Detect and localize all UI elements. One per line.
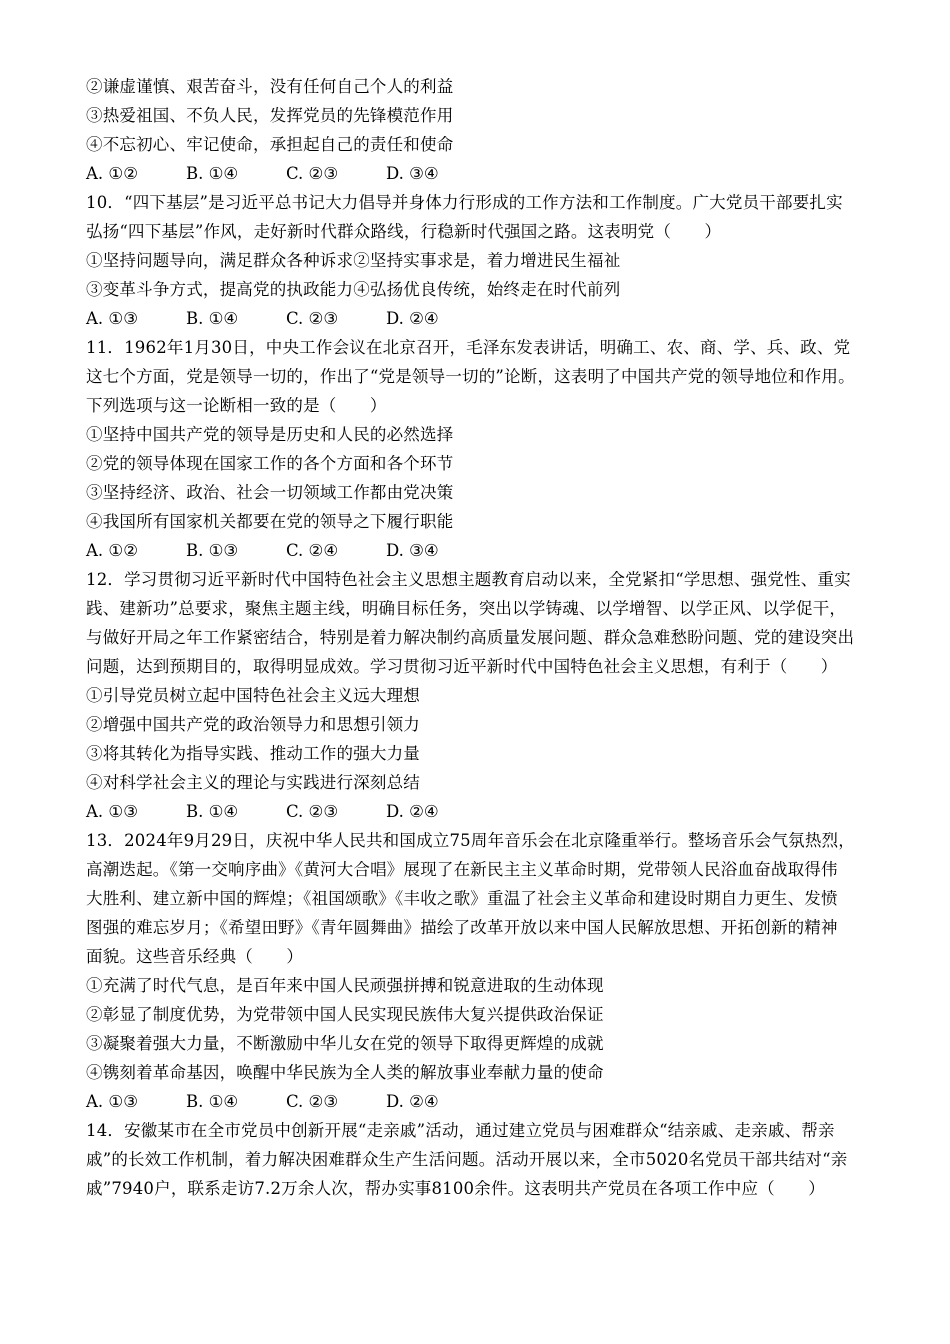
text-line: ④我国所有国家机关都要在党的领导之下履行职能: [86, 512, 454, 531]
answer-option: D. ③④: [386, 164, 439, 183]
answer-option: A. ①③: [86, 309, 138, 328]
answer-option: B. ①④: [186, 309, 239, 328]
text-line: 图强的难忘岁月；《希望田野》《青年圆舞曲》描绘了改革开放以来中国人民解放思想、开拓创新的精神: [86, 918, 838, 937]
answer-option: B. ①④: [186, 802, 239, 821]
answer-option: B. ①④: [186, 164, 239, 183]
text-line: 弘扬“四下基层”作风，走好新时代群众路线，行稳新时代强国之路。这表明党（ ）: [86, 222, 722, 241]
text-line: ②增强中国共产党的政治领导力和思想引领力: [86, 715, 420, 734]
answer-option: A. ①③: [86, 1092, 138, 1111]
text-line: ③热爱祖国、不负人民，发挥党员的先锋模范作用: [86, 106, 454, 125]
text-line: ②党的领导体现在国家工作的各个方面和各个环节: [86, 454, 454, 473]
text-line: 践、建新功”总要求，聚焦主题主线，明确目标任务，突出以学铸魂、以学增智、以学正风、以学促干，: [86, 599, 847, 618]
answer-option: C. ②④: [286, 541, 339, 560]
text-line: ③将其转化为指导实践、推动工作的强大力量: [86, 744, 420, 763]
answer-options: [86, 797, 876, 826]
answer-option: C. ②③: [286, 802, 339, 821]
text-line: ①充满了时代气息，是百年来中国人民顽强拼搏和锐意进取的生动体现: [86, 976, 604, 995]
text-line: ④对科学社会主义的理论与实践进行深刻总结: [86, 773, 420, 792]
text-line: 高潮迭起。《第一交响序曲》《黄河大合唱》展现了在新民主主义革命时期，党带领人民浴血奋战取得伟: [86, 860, 838, 879]
text-line: 13．2024年9月29日，庆祝中华人民共和国成立75周年音乐会在北京隆重举行。整场音乐会气氛热烈，: [86, 831, 855, 850]
text-line: ②彰显了制度优势，为党带领中国人民实现民族伟大复兴提供政治保证: [86, 1005, 604, 1024]
text-line: 14．安徽某市在全市党员中创新开展“走亲戚”活动，通过建立党员与困难群众“结亲戚、走亲戚、帮亲: [86, 1121, 835, 1140]
text-line: 12．学习贯彻习近平新时代中国特色社会主义思想主题教育启动以来，全党紧扣“学思想、强党性、重实: [86, 570, 851, 589]
text-line: ①坚持问题导向，满足群众各种诉求②坚持实事求是，着力增进民生福祉: [86, 251, 621, 270]
answer-options: [86, 1087, 876, 1116]
text-line: 大胜利、建立新中国的辉煌；《祖国颂歌》《丰收之歌》重温了社会主义革命和建设时期自力更生、发愤: [86, 889, 838, 908]
answer-option: A. ①②: [86, 541, 138, 560]
text-line: ④镌刻着革命基因，唤醒中华民族为全人类的解放事业奉献力量的使命: [86, 1063, 604, 1082]
text-line: ④不忘初心、牢记使命，承担起自己的责任和使命: [86, 135, 454, 154]
text-line: ③变革斗争方式，提高党的执政能力④弘扬优良传统，始终走在时代前列: [86, 280, 621, 299]
text-line: 问题，达到预期目的，取得明显成效。学习贯彻习近平新时代中国特色社会主义思想，有利于（ ）: [86, 657, 838, 676]
text-line: 这七个方面，党是领导一切的，作出了“党是领导一切的”论断，这表明了中国共产党的领导地位和作用。: [86, 367, 855, 386]
answer-options: [86, 536, 876, 565]
answer-option: C. ②③: [286, 164, 339, 183]
text-line: ①引导党员树立起中国特色社会主义远大理想: [86, 686, 420, 705]
text-line: 面貌。这些音乐经典（ ）: [86, 947, 304, 966]
answer-option: A. ①②: [86, 164, 138, 183]
text-line: 与做好开局之年工作紧密结合，特别是着力解决制约高质量发展问题、群众急难愁盼问题、党的建设突出: [86, 628, 855, 647]
text-line: 10．“四下基层”是习近平总书记大力倡导并身体力行形成的工作方法和工作制度。广大党员干部要扎实: [86, 193, 843, 212]
answer-option: C. ②③: [286, 309, 339, 328]
answer-option: D. ②④: [386, 1092, 439, 1111]
answer-option: B. ①③: [186, 541, 239, 560]
text-line: 11．1962年1月30日，中央工作会议在北京召开，毛泽东发表讲话，明确工、农、商、学、兵、政、党: [86, 338, 851, 357]
answer-option: B. ①④: [186, 1092, 239, 1111]
answer-option: C. ②③: [286, 1092, 339, 1111]
text-line: ②谦虚谨慎、艰苦奋斗，没有任何自己个人的利益: [86, 77, 454, 96]
text-line: 下列选项与这一论断相一致的是（ ）: [86, 396, 387, 415]
exam-page: [86, 72, 876, 1203]
answer-options: [86, 159, 876, 188]
text-line: 戚”7940户，联系走访7.2万余人次，帮办实事8100余件。这表明共产党员在各项工作中应（ ）: [86, 1179, 825, 1198]
text-line: ①坚持中国共产党的领导是历史和人民的必然选择: [86, 425, 454, 444]
answer-option: D. ③④: [386, 541, 439, 560]
answer-option: D. ②④: [386, 802, 439, 821]
text-line: ③坚持经济、政治、社会一切领域工作都由党决策: [86, 483, 454, 502]
answer-option: D. ②④: [386, 309, 439, 328]
answer-options: [86, 304, 876, 333]
answer-option: A. ①③: [86, 802, 138, 821]
text-line: 戚”的长效工作机制，着力解决困难群众生产生活问题。活动开展以来，全市5020名党员干部共结对“亲: [86, 1150, 848, 1169]
text-line: ③凝聚着强大力量，不断激励中华儿女在党的领导下取得更辉煌的成就: [86, 1034, 604, 1053]
